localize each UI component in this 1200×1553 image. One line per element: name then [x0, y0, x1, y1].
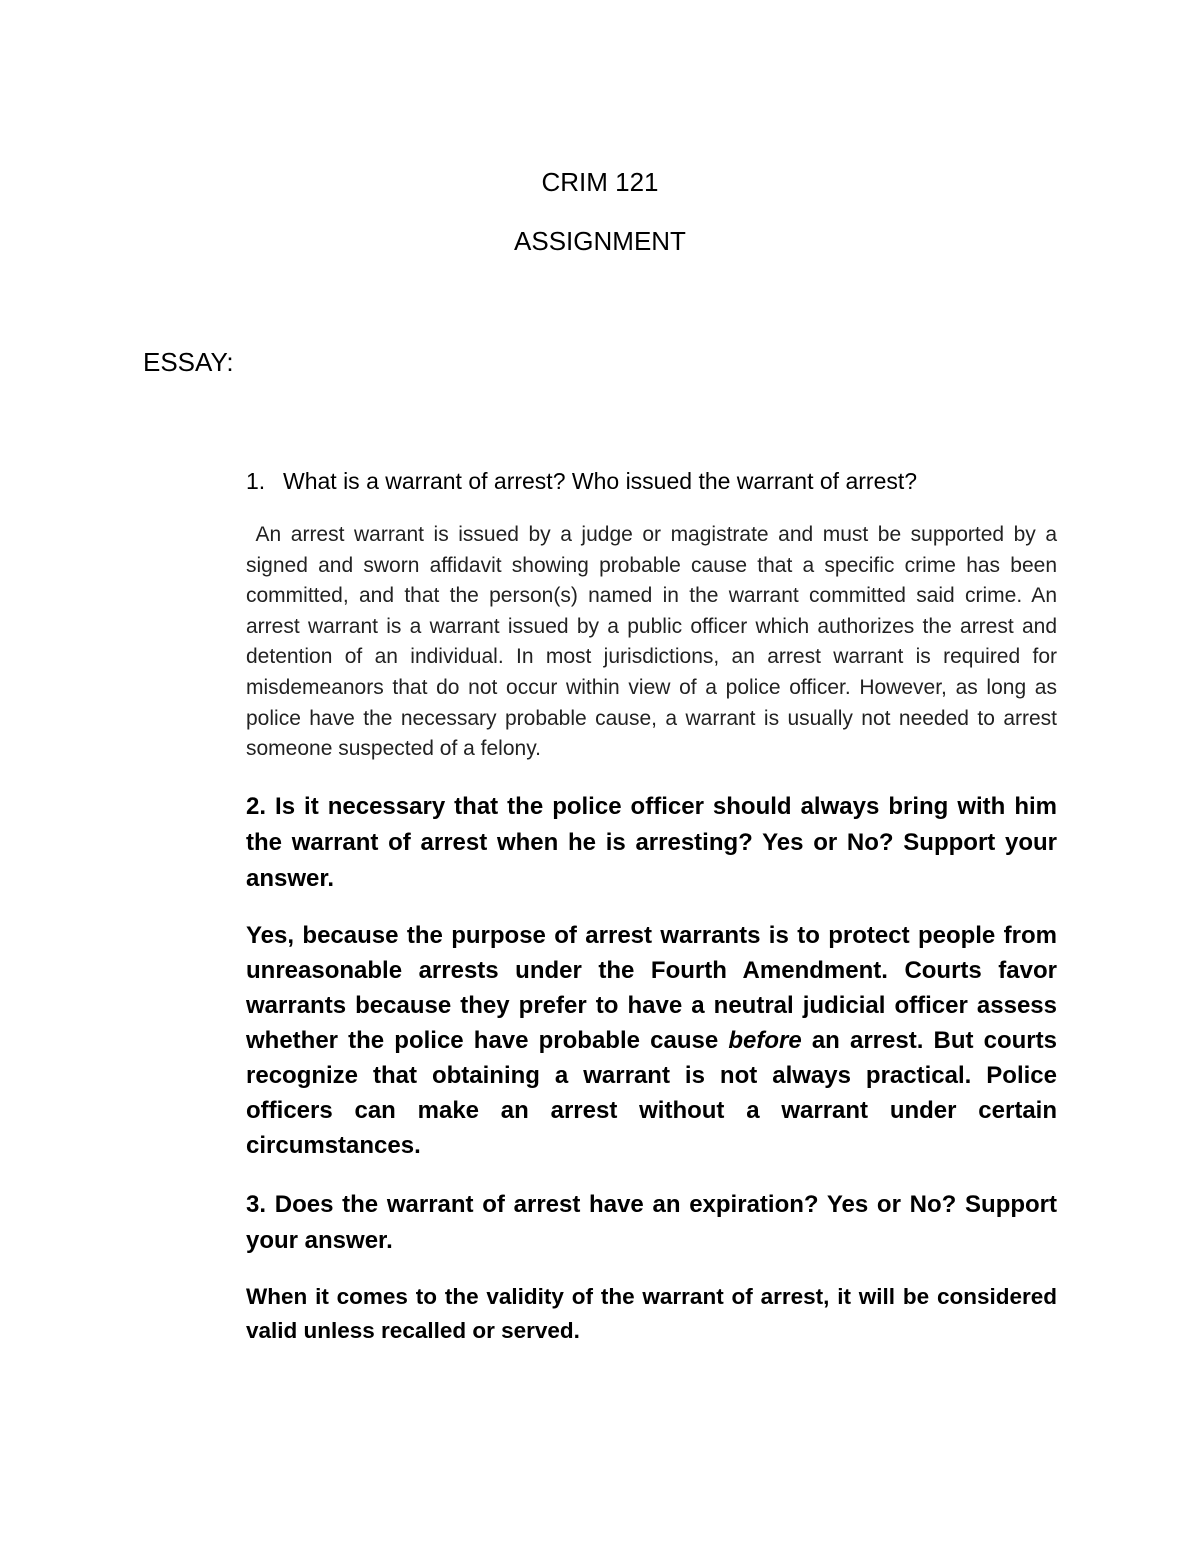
course-code: CRIM 121: [541, 167, 659, 197]
question-1: [246, 464, 1057, 498]
question-2: 2. Is it necessary that the police officer should always bring with him the warrant of arrest when he is arresting? Yes or No? Support your answer.: [246, 792, 1057, 892]
answer-1-text: An arrest warrant is issued by a judge or magistrate and must be supported by a signed and sworn affidavit showing probable cause that a specific crime has been committed, and that the person(s) named in the warrant committed said crime. An arrest warrant is a warrant issued by a public officer which authorizes the arrest and detention of an individual. In most jurisdictions, an arrest warrant is required for misdemeanors that do not occur within view of a police officer. However, as long as police have the necessary probable cause, a warrant is usually not needed to arrest someone suspected of a felony.: [246, 523, 1057, 761]
question-1-number: 1.: [246, 468, 266, 494]
question-3: 3. Does the warrant of arrest have an expiration? Yes or No? Support your answer.: [246, 1190, 1057, 1254]
essay-content: [246, 464, 1057, 1348]
answer-2: [246, 918, 1057, 1163]
answer-2-text-end: an arrest. But courts recognize that obtaining a warrant is not always practical. Police officers can make an arrest without a warrant under certain circumstances.: [246, 1026, 1057, 1159]
answer-3: When it comes to the validity of the warrant of arrest, it will be considered valid unless recalled or served.: [246, 1283, 1057, 1343]
question-1-text: What is a warrant of arrest? Who issued the warrant of arrest?: [283, 468, 918, 494]
section-heading: ESSAY:: [143, 347, 234, 377]
document-title: ASSIGNMENT: [514, 226, 686, 256]
answer-1: [246, 520, 1057, 765]
answer-2-emphasis: before: [728, 1026, 802, 1054]
answer-2-text-start: Yes, because the purpose of arrest warrants is to protect people from unreasonable arrests under the Fourth Amendment. Courts favor warrants because they prefer to have a neutral judicial officer assess whether the police have probable cause: [246, 921, 1057, 1054]
